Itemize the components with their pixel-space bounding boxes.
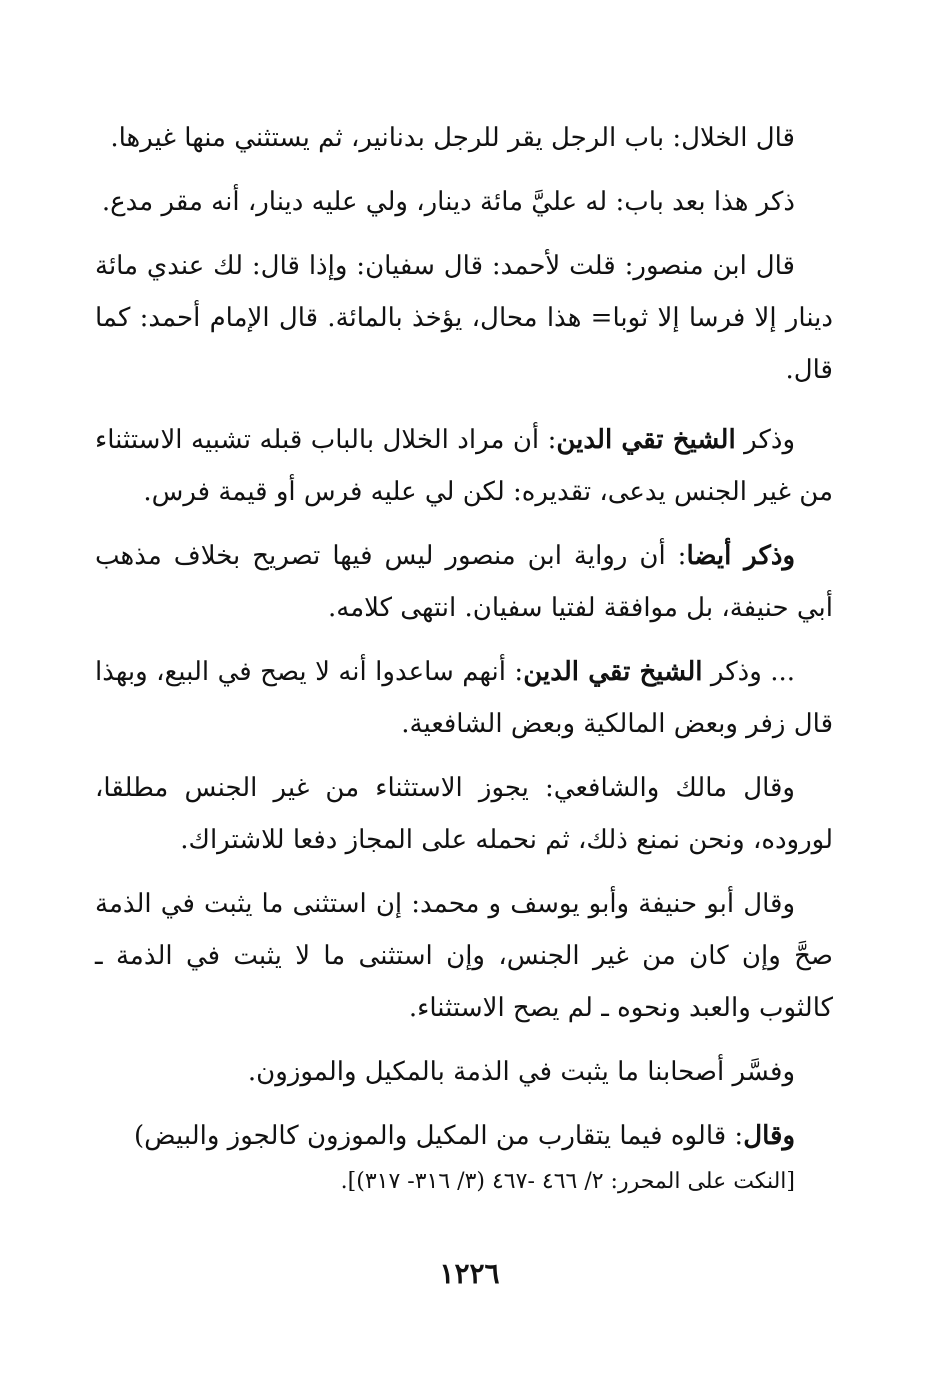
page-number: ١٢٢٦ xyxy=(439,1257,500,1290)
paragraph-qala-qaluhu xyxy=(95,1110,833,1202)
paragraph-bold-name: وذكر أيضا xyxy=(686,541,795,571)
paragraph-text: وقال أبو حنيفة وأبو يوسف و محمد: إن استثنى ما يثبت في الذمة صحَّ وإن كان من غير الجنس، وإن استثنى ما لا يثبت في الذمة ـ كالثوب والعبد ونحوه ـ لم يصح الاستثناء. xyxy=(95,889,833,1023)
paragraph-text: : قالوه فيما يتقارب من المكيل والموزون كالجوز والبيض) xyxy=(134,1121,744,1151)
source-citation: [النكت على المحرر: ٢/ ٤٦٦ -٤٦٧ (٣/ ٣١٦- ٣١٧)]. xyxy=(340,1169,795,1194)
paragraph-taqi-al-din-2 xyxy=(95,646,833,750)
paragraph-text: وفسَّر أصحابنا ما يثبت في الذمة بالمكيل والموزون. xyxy=(247,1057,795,1087)
paragraph-taqi-al-din-1 xyxy=(95,414,833,518)
paragraph-abu-hanifa xyxy=(95,878,833,1034)
paragraph-bold-name: وقال xyxy=(743,1121,795,1151)
paragraph-malik-shafii xyxy=(95,762,833,866)
paragraph-dhakara-hadha xyxy=(95,176,833,228)
paragraph-lead: وذكر xyxy=(744,425,795,455)
paragraph-text: وقال مالك والشافعي: يجوز الاستثناء من غير الجنس مطلقا، لوروده، ونحن نمنع ذلك، ثم نحمله على المجاز دفعا للاشتراك. xyxy=(95,773,833,855)
paragraph-ibn-mansur xyxy=(95,240,833,396)
paragraph-text: : أن مراد الخلال بالباب قبله تشبيه الاستثناء من غير الجنس يدعى، تقديره: لكن لي عليه فرس أو قيمة فرس. xyxy=(95,425,833,507)
paragraph-text: قال ابن منصور: قلت لأحمد: قال سفيان: وإذا قال: لك عندي مائة دينار إلا فرسا إلا ثوبا= هذا محال، يؤخذ بالمائة. قال الإمام أحمد: كما قال. xyxy=(95,251,833,385)
paragraph-bold-name: الشيخ تقي الدين xyxy=(556,425,736,455)
paragraph-dhakara-aydan xyxy=(95,530,833,634)
paragraph-fassara xyxy=(95,1046,833,1098)
paragraph-lead: ... وذكر xyxy=(710,657,796,687)
paragraph-bold-name: الشيخ تقي الدين xyxy=(523,657,703,687)
paragraph-text: : أنهم ساعدوا أنه لا يصح في البيع، وبهذا قال زفر وبعض المالكية وبعض الشافعية. xyxy=(95,657,833,739)
page-body xyxy=(95,112,833,1214)
paragraph-text: : أن رواية ابن منصور ليس فيها تصريح بخلاف مذهب أبي حنيفة، بل موافقة لفتيا سفيان. انتهى كلامه. xyxy=(95,541,833,623)
paragraph-khallal-bab xyxy=(95,112,833,164)
paragraph-text: ذكر هذا بعد باب: له عليَّ مائة دينار، ولي عليه دينار، أنه مقر مدع. xyxy=(101,187,795,217)
paragraph-text: قال الخلال: باب الرجل يقر للرجل بدنانير، ثم يستثني منها غيرها. xyxy=(110,123,795,153)
